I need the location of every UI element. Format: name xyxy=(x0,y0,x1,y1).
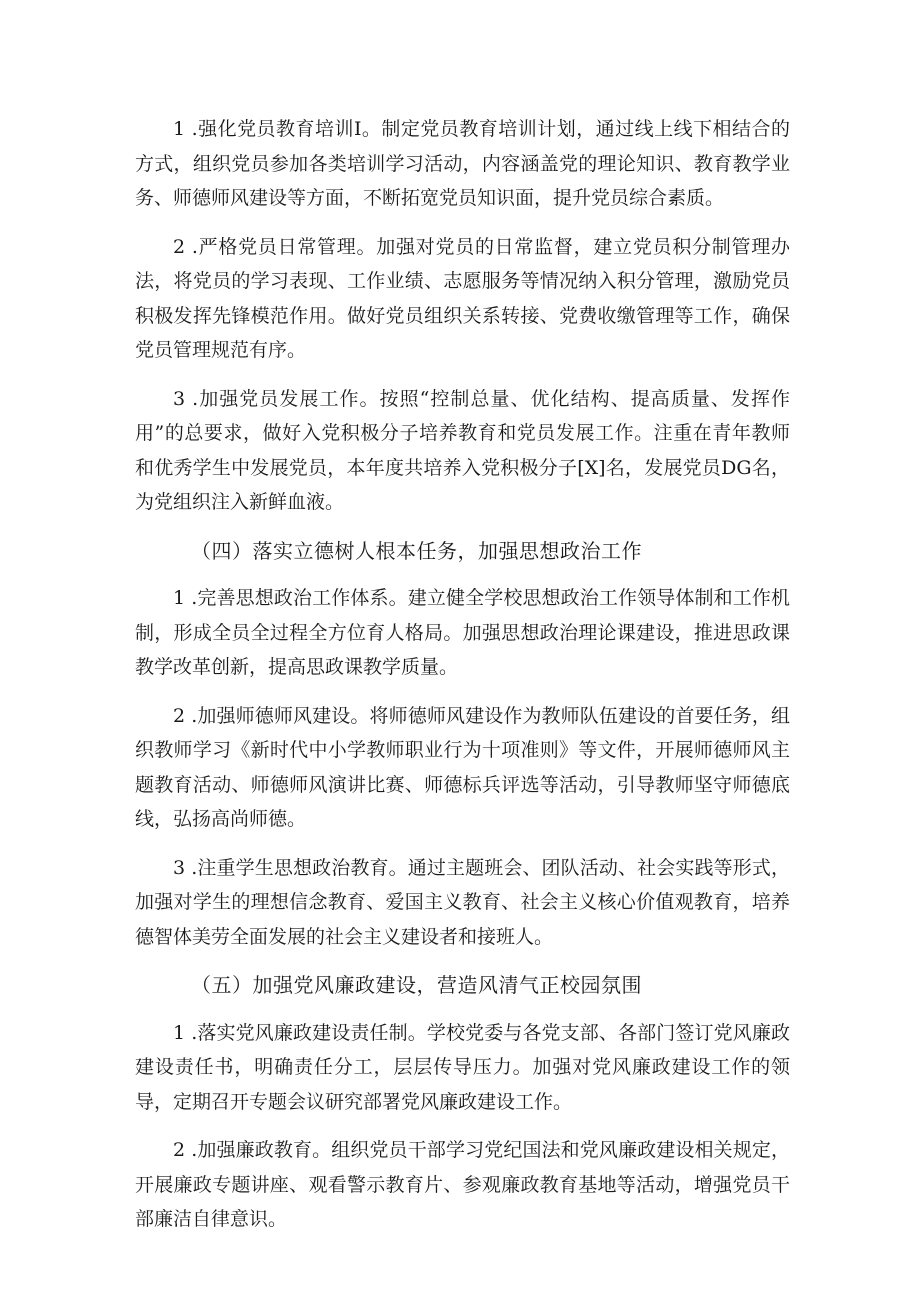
section-heading-4: （四）落实立德树人根本任务，加强思想政治工作 xyxy=(191,538,642,563)
paragraph-training: 1 .强化党员教育培训I。制定党员教育培训计划，通过线上线下相结合的方式，组织党员参加各类培训学习活动，内容涵盖党的理论知识、教育教学业务、师德师风建设等方面，不断拓宽党员知识面，提升党员综合素质。 xyxy=(135,118,790,209)
document-body xyxy=(135,112,790,1251)
paragraph-ideological-system: 1 .完善思想政治工作体系。建立健全学校思想政治工作领导体制和工作机制，形成全员全过程全方位育人格局。加强思想政治理论课建设，推进思政课教学改革创新，提高思政课教学质量。 xyxy=(135,587,790,678)
paragraph-daily-management: 2 .严格党员日常管理。加强对党员的日常监督，建立党员积分制管理办法，将党员的学习表现、工作业绩、志愿服务等情况纳入积分管理，激励党员积极发挥先锋模范作用。做好党员组织关系转接、党费收缴管理等工作，确保党员管理规范有序。 xyxy=(135,235,790,361)
paragraph-responsibility-system: 1 .落实党风廉政建设责任制。学校党委与各党支部、各部门签订党风廉政建设责任书，明确责任分工，层层传导压力。加强对党风廉政建设工作的领导，定期召开专题会议研究部署党风廉政建设工作。 xyxy=(135,1021,790,1113)
paragraph-teacher-ethics: 2 .加强师德师风建设。将师德师风建设作为教师队伍建设的首要任务，组织教师学习《新时代中小学教师职业行为十项准则》等文件，开展师德师风主题教育活动、师德师风演讲比赛、师德标兵评选等活动，引导教师坚守师德底线，弘扬高尚师德。 xyxy=(135,704,790,830)
paragraph-student-education: 3 .注重学生思想政治教育。通过主题班会、团队活动、社会实践等形式，加强对学生的理想信念教育、爱国主义教育、社会主义核心价值观教育，培养德智体美劳全面发展的社会主义建设者和接班人。 xyxy=(135,856,790,948)
section-heading-5: （五）加强党风廉政建设，营造风清气正校园氛围 xyxy=(191,973,642,997)
paragraph-member-development: 3 .加强党员发展工作。按照“控制总量、优化结构、提高质量、发挥作用”的总要求，做好入党积极分子培养教育和党员发展工作。注重在青年教师和优秀学生中发展党员，本年度共培养入党积极分子[X]名，发展党员DG名，为党组织注入新鲜血液。 xyxy=(135,387,790,513)
paragraph-integrity-education: 2 .加强廉政教育。组织党员干部学习党纪国法和党风廉政建设相关规定，开展廉政专题讲座、观看警示教育片、参观廉政教育基地等活动，增强党员干部廉洁自律意识。 xyxy=(135,1139,790,1230)
